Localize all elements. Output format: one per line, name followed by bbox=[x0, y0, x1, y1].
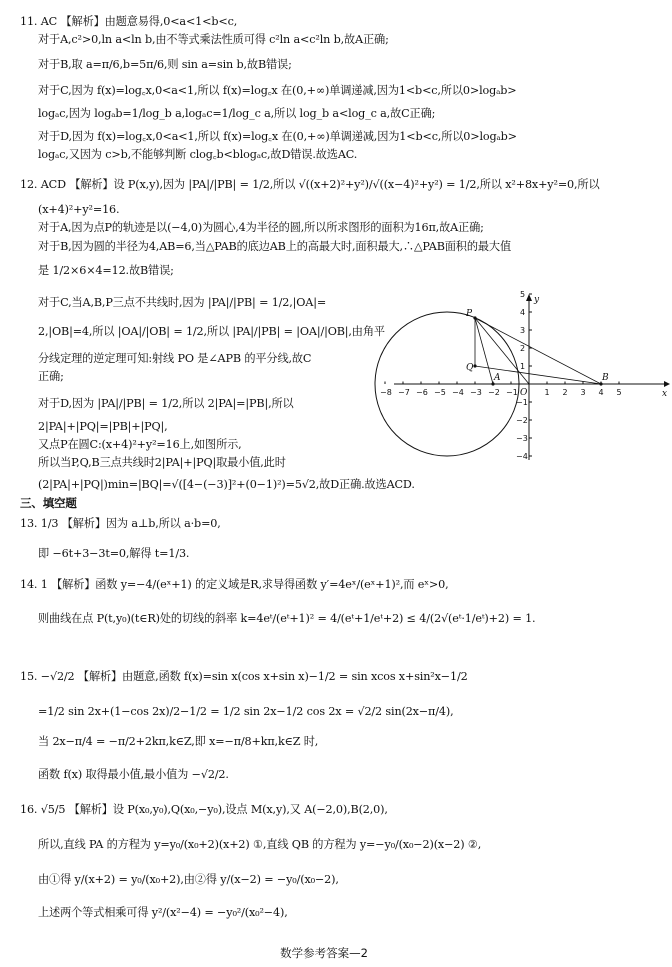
y-tick-label: −3 bbox=[516, 434, 528, 443]
text-line-l14: 2,|OB|=4,所以 |OA|/|OB| = 1/2,所以 |PA|/|PB| = |OA|/|OB|,由角平 bbox=[38, 325, 385, 338]
point-A-label: A bbox=[494, 373, 501, 383]
text-line-l23: 13. 1/3 【解析】因为 a⊥b,所以 a·b=0, bbox=[20, 517, 221, 530]
point-P-label: P bbox=[466, 309, 473, 319]
text-line-l15: 分线定理的逆定理可知:射线 PO 是∠APB 的平分线,故C bbox=[38, 352, 312, 365]
x-tick-label: 4 bbox=[598, 388, 604, 397]
y-tick-label: −2 bbox=[516, 416, 528, 425]
x-tick-label: −8 bbox=[380, 388, 392, 397]
text-line-l26: 则曲线在点 P(t,y₀)(t∈R)处的切线的斜率 k=4eᵗ/(eᵗ+1)² = 4/(eᵗ+1/eᵗ+2) ≤ 4/(2√(eᵗ·1/eᵗ)+2) = 1. bbox=[38, 612, 536, 625]
text-line-l33: 由①得 y/(x+2) = y₀/(x₀+2),由②得 y/(x−2) = −y₀/(x₀−2), bbox=[38, 873, 339, 886]
text-line-l31: 16. √5/5 【解析】设 P(x₀,y₀),Q(x₀,−y₀),设点 M(x,y),又 A(−2,0),B(2,0), bbox=[20, 803, 388, 816]
x-tick-label: −2 bbox=[488, 388, 500, 397]
text-line-l17: 对于D,因为 |PA|/|PB| = 1/2,所以 2|PA|=|PB|,所以 bbox=[38, 397, 294, 410]
x-tick-label: 3 bbox=[580, 388, 586, 397]
text-line-l01: 11. AC 【解析】由题意易得,0<a<1<b<c, bbox=[20, 15, 238, 28]
text-line-l21: (2|PA|+|PQ|)min=|BQ|=√([4−(−3)]²+(0−1)²)=5√2,故D正确.故选ACD. bbox=[38, 478, 415, 491]
text-line-l22: 三、填空题 bbox=[20, 496, 77, 510]
text-line-l27: 15. −√2/2 【解析】由题意,函数 f(x)=sin x(cos x+sin x)−1/2 = sin xcos x+sin²x−1/2 bbox=[20, 670, 468, 683]
y-tick-label: 2 bbox=[520, 344, 526, 353]
x-tick-label: 1 bbox=[544, 388, 550, 397]
text-line-l07: logₐc,又因为 c>b,不能够判断 clog꜀b<blogₐc,故D错误.故选AC. bbox=[38, 148, 358, 161]
y-tick-label: 1 bbox=[520, 362, 526, 371]
x-tick-label: 2 bbox=[562, 388, 568, 397]
text-line-l12: 是 1/2×6×4=12.故B错误; bbox=[38, 264, 174, 277]
y-tick-label: −4 bbox=[516, 452, 528, 461]
text-line-l28: =1/2 sin 2x+(1−cos 2x)/2−1/2 = 1/2 sin 2x−1/2 cos 2x = √2/2 sin(2x−π/4), bbox=[38, 705, 454, 718]
x-tick-label: −6 bbox=[416, 388, 428, 397]
text-line-l30: 函数 f(x) 取得最小值,最小值为 −√2/2. bbox=[38, 768, 229, 781]
x-tick-label: −5 bbox=[434, 388, 446, 397]
x-tick-label: −3 bbox=[470, 388, 482, 397]
point-Q-dot bbox=[473, 364, 476, 367]
y-tick-label: 3 bbox=[520, 326, 526, 335]
text-line-l20: 所以当P,Q,B三点共线时2|PA|+|PQ|取最小值,此时 bbox=[38, 456, 286, 469]
text-line-l29: 当 2x−π/4 = −π/2+2kπ,k∈Z,即 x=−π/8+kπ,k∈Z 时, bbox=[38, 735, 319, 748]
y-axis-arrow bbox=[526, 294, 532, 301]
text-line-l25: 14. 1 【解析】函数 y=−4/(eˣ+1) 的定义域是R,求导得函数 y′=4eˣ/(eˣ+1)²,而 eˣ>0, bbox=[20, 578, 449, 591]
point-Q-label: Q bbox=[466, 363, 474, 373]
text-line-l11: 对于B,因为圆的半径为4,AB=6,当△PAB的底边AB上的高最大时,面积最大,∴△PAB面积的最大值 bbox=[38, 240, 511, 253]
text-line-l09: (x+4)²+y²=16. bbox=[38, 203, 120, 216]
x-tick-label: −1 bbox=[506, 388, 518, 397]
x-tick-label: −7 bbox=[398, 388, 410, 397]
point-P-dot bbox=[473, 316, 476, 319]
x-tick-label: −4 bbox=[452, 388, 464, 397]
segment-PA bbox=[475, 318, 493, 384]
text-line-l32: 所以,直线 PA 的方程为 y=y₀/(x₀+2)(x+2) ①,直线 QB 的方程为 y=−y₀/(x₀−2)(x−2) ②, bbox=[38, 838, 482, 851]
y-axis-label: y bbox=[534, 295, 540, 305]
text-line-l02: 对于A,c²>0,ln a<ln b,由不等式乘法性质可得 c²ln a<c²ln b,故A正确; bbox=[38, 33, 389, 46]
y-tick-label: −1 bbox=[516, 398, 528, 407]
y-tick-label: 5 bbox=[520, 290, 526, 299]
x-axis-label: x bbox=[662, 389, 668, 399]
x-tick-label: O bbox=[520, 388, 528, 398]
text-line-l06: 对于D,因为 f(x)=log꜀x,0<a<1,所以 f(x)=log꜀x 在(0,+∞)单调递减,因为1<b<c,所以0>logₐb> bbox=[38, 130, 517, 143]
text-line-l24: 即 −6t+3−3t=0,解得 t=1/3. bbox=[38, 547, 190, 560]
text-line-l10: 对于A,因为点P的轨迹是以(−4,0)为圆心,4为半径的圆,所以所求图形的面积为16π,故A正确; bbox=[38, 221, 484, 234]
text-line-l03: 对于B,取 a=π/6,b=5π/6,则 sin a=sin b,故B错误; bbox=[38, 58, 292, 71]
x-tick-label: 5 bbox=[616, 388, 622, 397]
text-line-l04: 对于C,因为 f(x)=log꜀x,0<a<1,所以 f(x)=log꜀x 在(0,+∞)单调递减,因为1<b<c,所以0>logₐb> bbox=[38, 84, 517, 97]
y-tick-label: 4 bbox=[520, 308, 526, 317]
point-B-label: B bbox=[602, 373, 609, 383]
text-line-l13: 对于C,当A,B,P三点不共线时,因为 |PA|/|PB| = 1/2,|OA|= bbox=[38, 296, 327, 309]
text-line-l05: logₐc,因为 logₐb=1/log_b a,logₐc=1/log_c a,所以 log_b a<log_c a,故C正确; bbox=[38, 107, 436, 120]
text-line-l19: 又点P在圆C:(x+4)²+y²=16上,如图所示, bbox=[38, 438, 242, 451]
circle-figure bbox=[380, 290, 672, 461]
x-axis-arrow bbox=[664, 381, 670, 387]
text-line-l18: 2|PA|+|PQ|=|PB|+|PQ|, bbox=[38, 420, 168, 433]
text-line-l08: 12. ACD 【解析】设 P(x,y),因为 |PA|/|PB| = 1/2,所以 √((x+2)²+y²)/√((x−4)²+y²) = 1/2,所以 x²+8x+y²=0,所以 bbox=[20, 178, 600, 191]
text-line-l16: 正确; bbox=[38, 370, 64, 383]
page-footer: 数学参考答案—2 bbox=[280, 946, 368, 960]
text-line-l34: 上述两个等式相乘可得 y²/(x²−4) = −y₀²/(x₀²−4), bbox=[38, 906, 288, 919]
